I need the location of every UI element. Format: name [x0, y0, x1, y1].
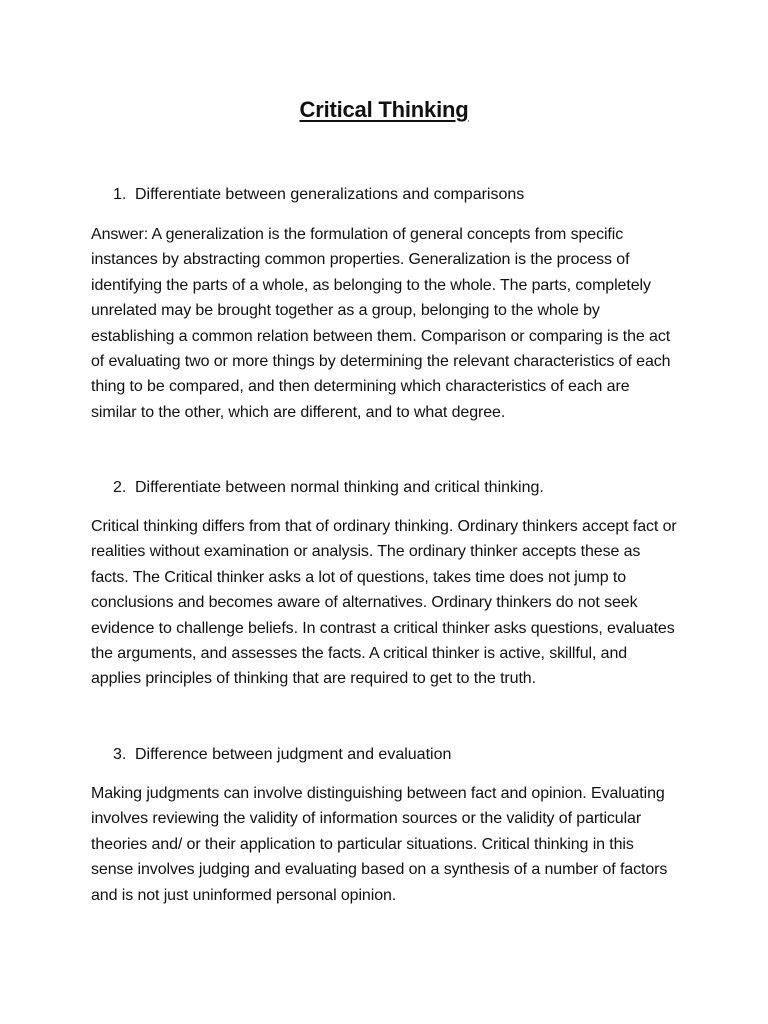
question-text: Differentiate between normal thinking and critical thinking.: [135, 479, 544, 496]
question-number: 2.: [113, 479, 127, 496]
question-text: Differentiate between generalizations and comparisons: [135, 186, 525, 203]
answer-paragraph-3: Making judgments can involve distinguishing between fact and opinion. Evaluating involves reviewing the validity of information sources or the validity of particular theories and/ or their application to particular situations. Critical thinking in this sense involves judging and evaluating based on a synthesis of a number of factors and is not just uninformed personal opinion.: [91, 785, 668, 904]
question-number: 3.: [113, 746, 127, 763]
question-heading-3: [113, 744, 713, 766]
question-number: 1.: [113, 186, 127, 203]
answer-paragraph-1: Answer: A generalization is the formulation of general concepts from specific instances by abstracting common properties. Generalization is the process of identifying the parts of a whole, as belonging to the whole. The parts, completely unrelated may be brought together as a group, belonging to the whole by establishing a common relation between them. Comparison or comparing is the act of evaluating two or more things by determining the relevant characteristics of each thing to be compared, and then determining which characteristics of each are similar to the other, which are different, and to what degree.: [91, 226, 671, 421]
question-heading-2: [113, 477, 713, 499]
answer-paragraph-2: Critical thinking differs from that of ordinary thinking. Ordinary thinkers accept fact or realities without examination or analysis. The ordinary thinker accepts these as facts. The Critical thinker asks a lot of questions, takes time does not jump to conclusions and becomes aware of alternatives. Ordinary thinkers do not seek evidence to challenge beliefs. In contrast a critical thinker asks questions, evaluates the arguments, and assesses the facts. A critical thinker is active, skillful, and applies principles of thinking that are required to get to the truth.: [91, 518, 677, 688]
question-text: Difference between judgment and evaluation: [135, 746, 452, 763]
document-title: Critical Thinking: [299, 97, 469, 122]
question-heading-1: [113, 184, 713, 206]
